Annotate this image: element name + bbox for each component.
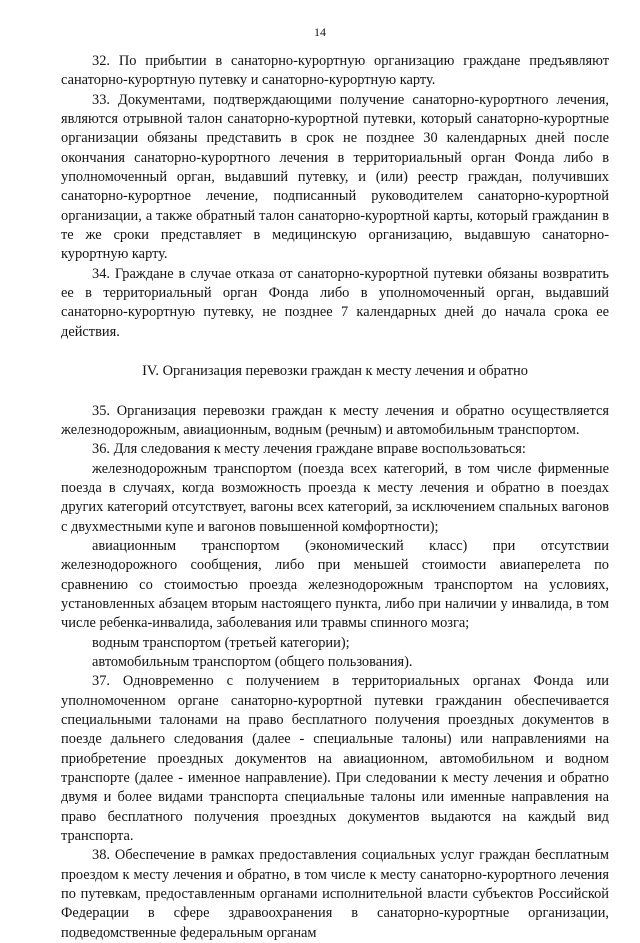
section-heading: IV. Организация перевозки граждан к месту лечения и обратно	[142, 363, 528, 380]
paragraph-33: 33. Документами, подтверждающими получение санаторно-курортного лечения, являются отрывной талон санаторно-курортной путевки, который санаторно-курортные организации обязаны представить в срок не позднее 30 календарных дней после окончания санаторно-курортного лечения в территориальный орган Фонда либо в уполномоченный орган, выдавший путевку, и (или) реестр граждан, получивших санаторно-курортное лечение, подписанный руководителем санаторно-курортной организации, а также обратный талон санаторно-курортной карты, который гражданин в те же сроки представляет в медицинскую организацию, выдавшую санаторно-курортную карту.	[61, 91, 609, 263]
document-body	[61, 52, 609, 943]
paragraph-36-air: авиационным транспортом (экономический класс) при отсутствии железнодорожного сообщения, либо при меньшей стоимости авиаперелета по сравнению со стоимостью проезда железнодорожным транспортом на условиях, установленных абзацем вторым настоящего пункта, либо при наличии у инвалида, в том числе ребенка-инвалида, заболевания или травмы спинного мозга;	[61, 537, 609, 632]
paragraph-32: 32. По прибытии в санаторно-курортную организацию граждане предъявляют санаторно-курортную путевку и санаторно-курортную карту.	[61, 53, 609, 89]
paragraph-36-auto: автомобильным транспортом (общего пользования).	[92, 653, 413, 670]
paragraph-36-rail: железнодорожным транспортом (поезда всех категорий, в том числе фирменные поезда в случаях, когда возможность проезда к месту лечения и обратно в поездах других категорий отсутствует, вагоны всех категорий, за исключением спальных вагонов с двухместными купе и вагонов повышенной комфортности);	[61, 460, 609, 535]
paragraph-34: 34. Граждане в случае отказа от санаторно-курортной путевки обязаны возвратить ее в территориальный орган Фонда либо в уполномоченный орган, выдавший санаторно-курортную путевку, не позднее 7 календарных дней до начала срока ее действия.	[61, 265, 609, 340]
paragraph-36: 36. Для следования к месту лечения граждане вправе воспользоваться:	[92, 441, 526, 458]
paragraph-36-water: водным транспортом (третьей категории);	[92, 634, 350, 651]
paragraph-38: 38. Обеспечение в рамках предоставления социальных услуг граждан бесплатным проездом к месту лечения и обратно, в том числе к месту санаторно-курортного лечения по путевкам, предоставленным органами исполнительной власти субъектов Российской Федерации в сфере здравоохранения в санаторно-курортные организации, подведомственные федеральным органам	[61, 847, 609, 941]
paragraph-35: 35. Организация перевозки граждан к месту лечения и обратно осуществляется железнодорожным, авиационным, водным (речным) и автомобильным транспортом.	[61, 402, 609, 438]
page-number: 14	[314, 25, 326, 39]
paragraph-37: 37. Одновременно с получением в территориальных органах Фонда или уполномоченном органе санаторно-курортной путевки гражданин обеспечивается специальными талонами на право бесплатного получения проездных документов в поезде дальнего следования (далее - специальные талоны) или направлениями на приобретение проездных документов на авиационном, автомобильном и водном транспорте (далее - именное направление). При следовании к месту лечения и обратно двумя и более видами транспорта специальные талоны или именные направления на право бесплатного получения проездных документов выдаются на каждый вид транспорта.	[61, 673, 609, 845]
